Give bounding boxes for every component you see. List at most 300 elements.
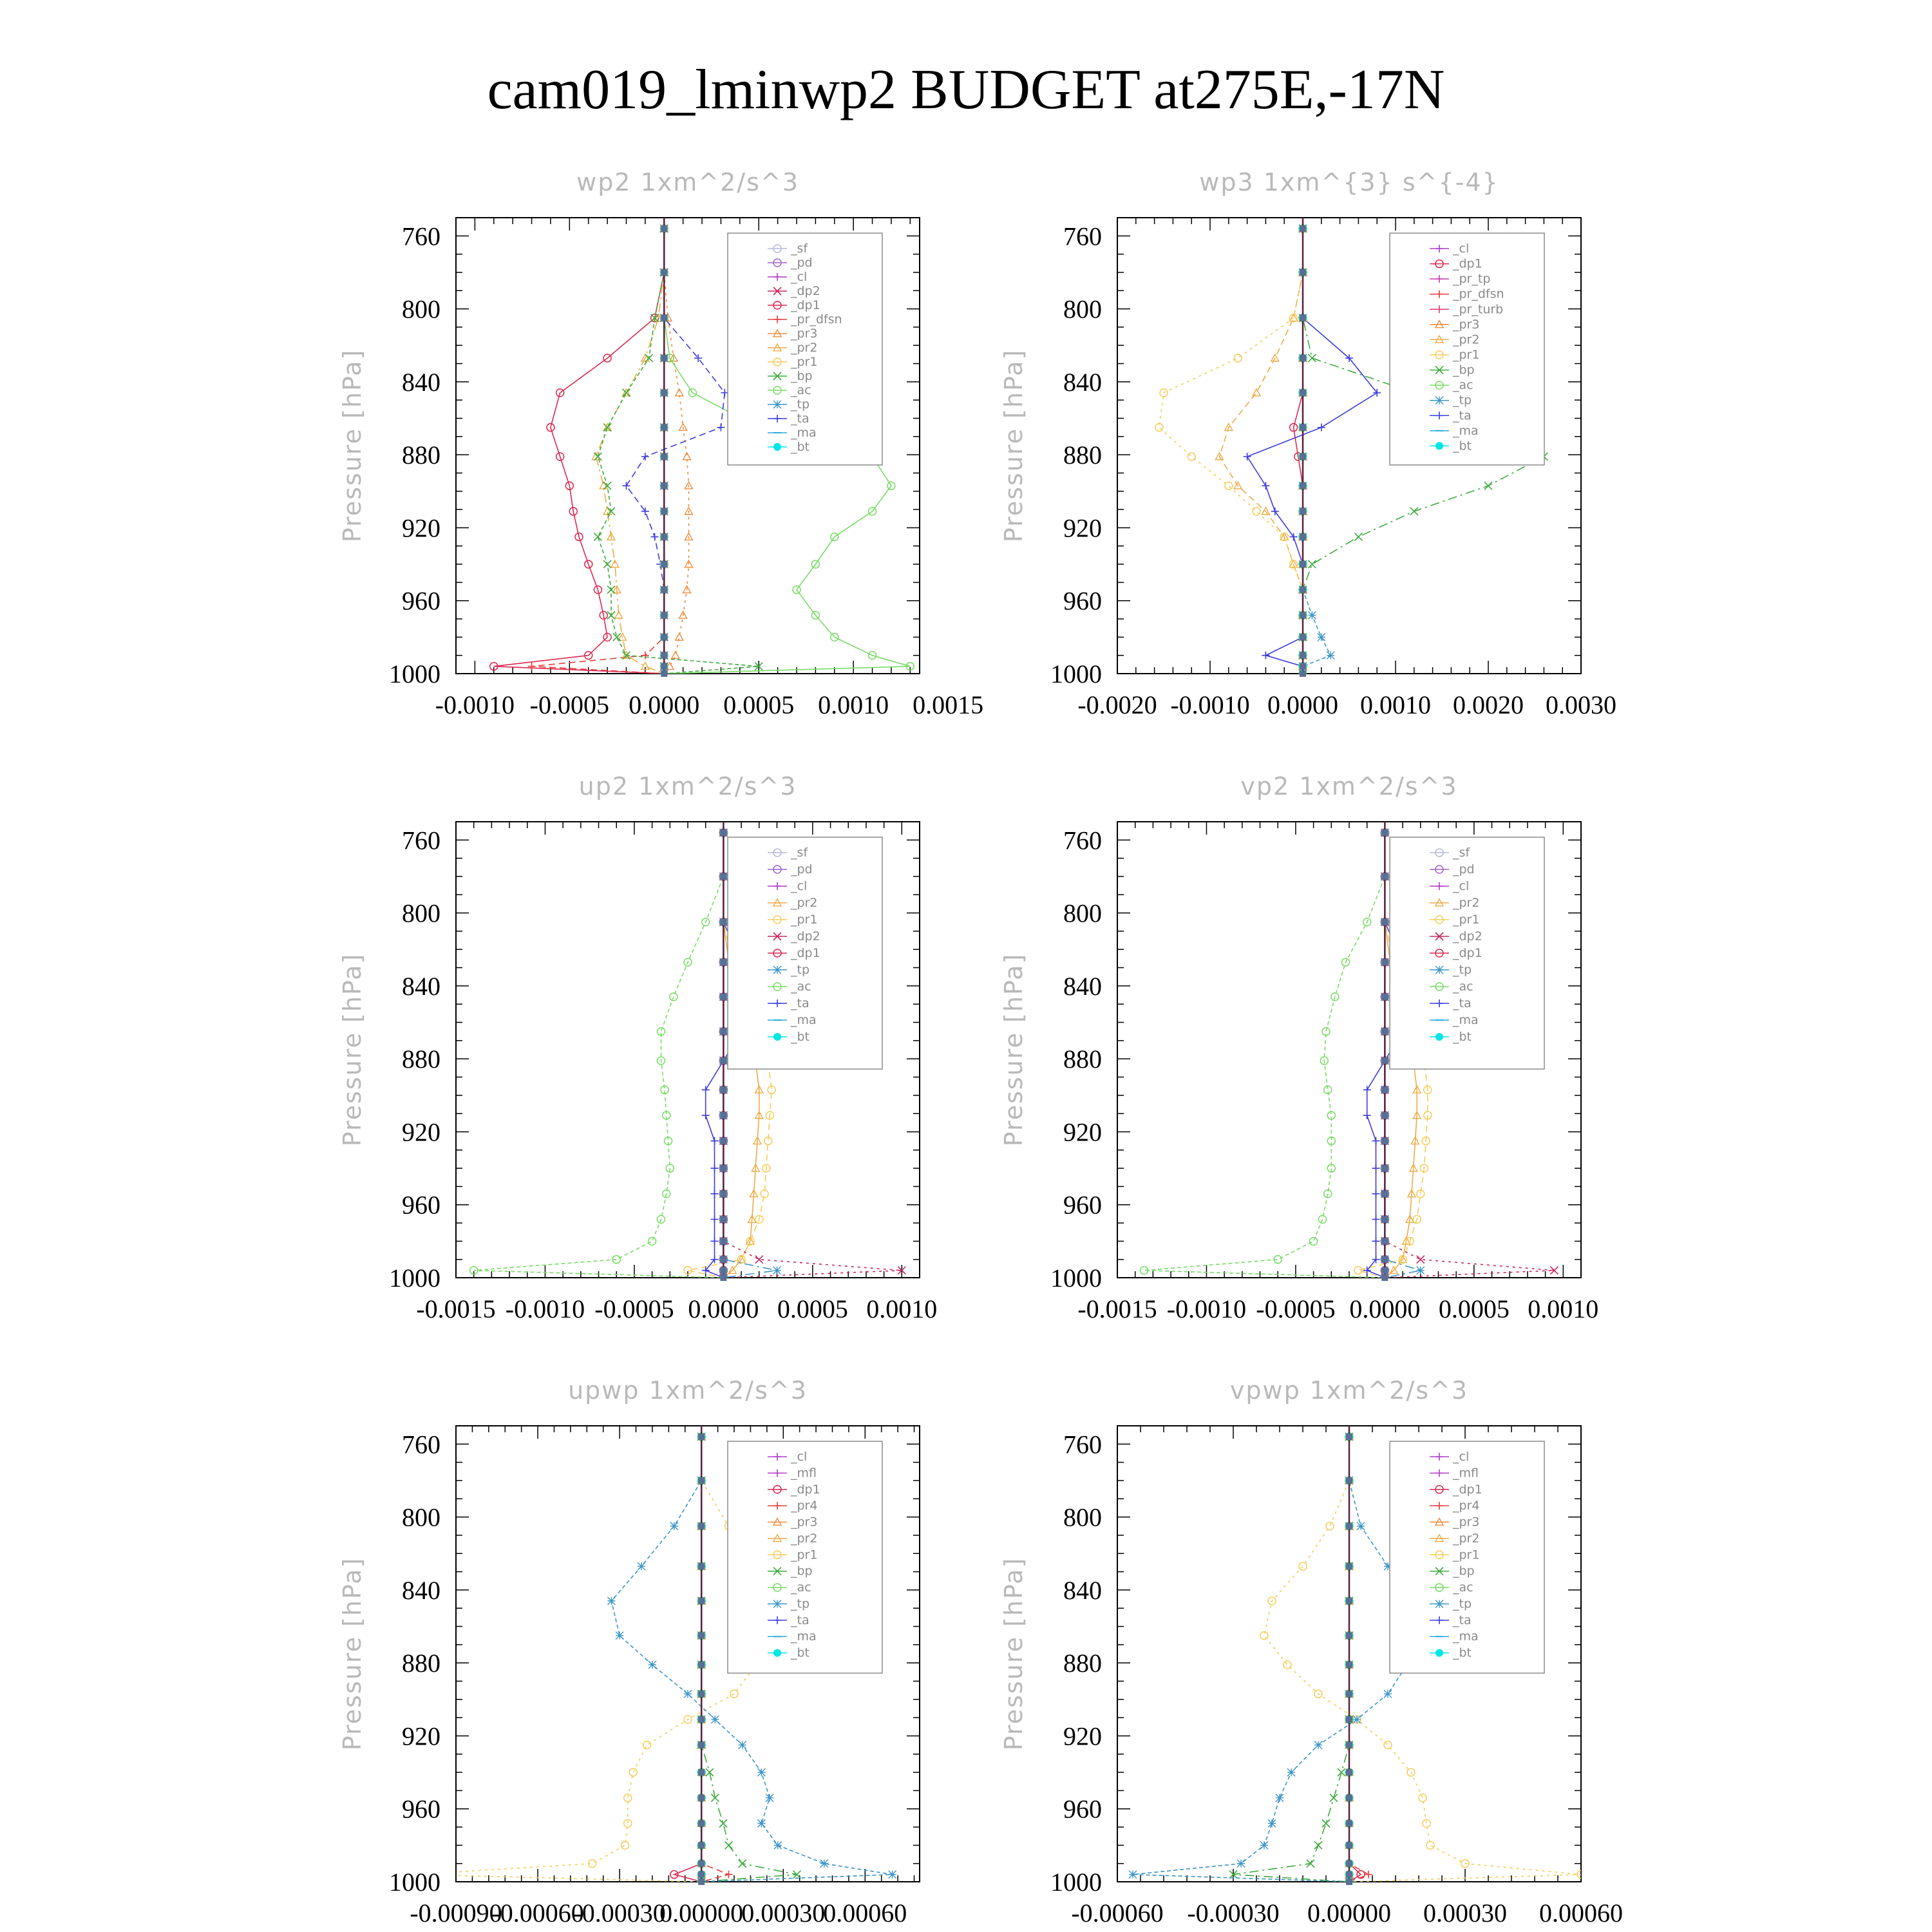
legend: [1390, 1441, 1544, 1673]
data-point-bt: [720, 1191, 726, 1197]
data-point-bt: [1300, 663, 1306, 670]
data-point-tp: [1276, 1794, 1283, 1802]
panel-title: up2 1xm^2/s^3: [578, 772, 797, 800]
panel-title: vp2 1xm^2/s^3: [1240, 772, 1458, 800]
x-tick-label: 0.0030: [1546, 690, 1616, 719]
data-point-bt: [698, 1563, 705, 1569]
data-point-bt: [1300, 508, 1306, 515]
legend-marker: [773, 1600, 781, 1607]
x-tick-label: 0.0000: [688, 1294, 759, 1323]
data-point-bt: [1346, 1563, 1352, 1569]
legend-label: _tp: [1453, 393, 1472, 408]
legend-label: _pr2: [791, 341, 818, 355]
data-point-bt: [661, 663, 667, 670]
legend-label: _dp1: [1453, 946, 1482, 960]
legend-label: _ma: [1453, 1629, 1479, 1644]
legend-label: _bt: [791, 1645, 810, 1660]
legend-label: _ac: [1453, 980, 1473, 994]
y-tick-label: 800: [1063, 898, 1102, 928]
x-tick-label: -0.00030: [1187, 1899, 1280, 1927]
data-point-bt: [661, 534, 667, 540]
y-tick-label: 960: [402, 1794, 440, 1824]
legend-label: _cl: [791, 1450, 808, 1464]
y-tick-label: 880: [402, 440, 440, 470]
legend-marker: [773, 443, 781, 451]
legend-label: _ta: [791, 412, 810, 426]
data-point-tp: [889, 1871, 896, 1879]
data-point-bt: [661, 315, 667, 321]
legend-label: _sf: [1453, 846, 1470, 860]
data-point-bt: [698, 1477, 705, 1484]
data-point-bt: [1300, 670, 1306, 677]
legend-label: _ta: [1453, 1613, 1472, 1627]
y-tick-label: 1000: [389, 1868, 440, 1897]
legend-label: _mfl: [1453, 1466, 1479, 1481]
y-tick-label: 800: [402, 294, 440, 324]
data-point-bt: [698, 1523, 705, 1530]
y-tick-label: 840: [1063, 971, 1102, 1001]
legend-label: _pd: [791, 256, 813, 270]
y-tick-label: 880: [402, 1649, 440, 1678]
y-tick-label: 920: [402, 513, 440, 543]
x-tick-label: 0.0005: [723, 690, 795, 719]
data-point-bt: [1346, 1820, 1352, 1826]
legend-label: _dp1: [791, 1482, 820, 1497]
legend-label: _pr4: [791, 1499, 818, 1513]
x-tick-label: 0.0000: [1349, 1294, 1421, 1323]
legend-marker: [773, 966, 781, 974]
data-point-tp: [757, 1768, 765, 1776]
legend-label: _ac: [791, 1580, 811, 1595]
data-point-bt: [661, 482, 667, 489]
legend-label: _pr1: [791, 913, 818, 927]
data-point-bt: [1346, 1842, 1352, 1848]
legend-label: _ma: [1453, 1013, 1479, 1027]
y-axis-label: Pressure [hPa]: [338, 348, 366, 543]
data-point-bt: [661, 453, 667, 460]
x-tick-label: 0.0005: [777, 1294, 848, 1323]
y-tick-label: 960: [1063, 1190, 1102, 1220]
y-tick-label: 920: [1063, 513, 1102, 543]
data-point-bt: [661, 612, 667, 618]
data-point-bt: [1300, 225, 1306, 232]
data-point-bt: [1300, 355, 1306, 361]
x-tick-label: 0.0005: [1438, 1294, 1510, 1323]
data-point-tp: [616, 1632, 623, 1640]
data-point-bt: [698, 1633, 705, 1639]
y-tick-label: 920: [402, 1117, 440, 1147]
y-tick-label: 800: [402, 898, 440, 928]
data-point-bt: [1346, 1716, 1352, 1723]
legend-marker: [773, 1033, 781, 1041]
data-point-bt: [1346, 1871, 1352, 1878]
data-point-tp: [1308, 611, 1316, 619]
y-tick-label: 840: [402, 367, 440, 397]
y-tick-label: 840: [402, 1575, 440, 1605]
data-point-bt: [1346, 1662, 1352, 1668]
data-point-bt: [720, 1274, 726, 1281]
legend-marker: [1435, 1033, 1443, 1041]
legend-label: _pd: [791, 862, 813, 876]
legend-label: _sf: [791, 242, 808, 256]
x-tick-label: 0.0000: [629, 690, 700, 719]
data-point-bt: [698, 1662, 705, 1668]
data-point-bt: [1381, 1028, 1388, 1035]
legend-label: _ta: [1453, 996, 1472, 1010]
data-point-bt: [1300, 561, 1306, 567]
x-tick-label: -0.00060: [491, 1899, 584, 1927]
data-point-bt: [698, 1434, 705, 1440]
legend-marker: [773, 1649, 781, 1657]
y-tick-label: 800: [1063, 1502, 1102, 1532]
legend-label: _ta: [791, 1613, 810, 1627]
x-tick-label: -0.00060: [1071, 1899, 1164, 1927]
data-point-tp: [739, 1741, 746, 1749]
legend-label: _pd: [1453, 862, 1475, 876]
data-point-bt: [661, 634, 667, 640]
data-point-bt: [1381, 959, 1388, 965]
data-point-bt: [720, 1138, 726, 1144]
y-tick-label: 840: [402, 971, 440, 1001]
legend-label: _pr2: [791, 1531, 818, 1546]
data-point-bt: [698, 1742, 705, 1748]
data-point-bt: [720, 1112, 726, 1119]
legend-label: _pr1: [1453, 913, 1480, 927]
legend-label: _dp1: [791, 298, 820, 312]
data-point-bt: [698, 1820, 705, 1826]
data-point-tp: [1314, 1741, 1322, 1749]
legend-label: _pr1: [791, 1548, 818, 1562]
data-point-bt: [720, 919, 726, 925]
legend-label: _ma: [791, 1629, 817, 1644]
data-point-bt: [698, 1716, 705, 1723]
legend-label: _ac: [791, 383, 811, 397]
data-point-tp: [1384, 1690, 1392, 1698]
x-tick-label: 0.00030: [741, 1899, 826, 1927]
legend-label: _dp1: [1453, 1482, 1482, 1497]
data-point-bt: [1300, 424, 1306, 431]
data-point-bt: [661, 587, 667, 593]
legend-label: _tp: [1453, 1596, 1472, 1611]
legend-label: _pr2: [791, 896, 818, 910]
data-point-bt: [720, 994, 726, 1000]
panel-title: vpwp 1xm^2/s^3: [1229, 1376, 1469, 1405]
data-point-bt: [720, 1256, 726, 1263]
data-point-bt: [1346, 1879, 1352, 1885]
data-point-bt: [661, 652, 667, 659]
x-tick-label: 0.00000: [1307, 1899, 1391, 1927]
legend-label: _pr3: [1453, 1515, 1480, 1530]
data-point-tp: [773, 1267, 781, 1274]
x-tick-label: 0.00060: [823, 1899, 907, 1927]
legend-marker: [1435, 397, 1443, 404]
legend-label: _ta: [1453, 408, 1472, 423]
y-tick-label: 880: [402, 1045, 440, 1074]
data-point-bt: [1346, 1477, 1352, 1484]
legend-label: _cl: [1453, 1450, 1470, 1464]
y-tick-label: 760: [1063, 1430, 1102, 1459]
legend-label: _bp: [1453, 1564, 1475, 1578]
y-tick-label: 1000: [389, 659, 440, 688]
panel-title: wp3 1xm^{3} s^{-4}: [1199, 168, 1499, 196]
legend-label: _pr_turb: [1453, 302, 1504, 317]
data-point-bt: [1346, 1795, 1352, 1801]
y-tick-label: 960: [402, 1190, 440, 1220]
legend-label: _pr2: [1453, 1531, 1480, 1546]
x-tick-label: 0.0010: [818, 690, 889, 719]
x-tick-label: 0.0020: [1453, 690, 1524, 719]
legend-label: _pr2: [1453, 332, 1480, 347]
legend-label: _dp2: [791, 284, 820, 298]
y-axis-label: Pressure [hPa]: [999, 348, 1028, 543]
data-point-tp: [774, 1841, 782, 1849]
data-point-tp: [1353, 1716, 1361, 1723]
data-point-tp: [1357, 1522, 1365, 1530]
legend-label: _dp2: [1453, 929, 1482, 943]
x-tick-label: -0.0005: [1256, 1294, 1336, 1323]
legend-label: _sf: [791, 846, 808, 860]
y-tick-label: 880: [1063, 440, 1102, 470]
data-point-bt: [661, 508, 667, 515]
x-tick-label: -0.00090: [410, 1899, 502, 1927]
x-tick-label: 0.0010: [1528, 1294, 1599, 1323]
data-point-tp: [820, 1860, 828, 1868]
data-point-bt: [1381, 1138, 1388, 1144]
legend-label: _pr3: [1453, 317, 1480, 332]
y-tick-label: 1000: [1050, 1264, 1102, 1293]
legend-label: _dp1: [791, 946, 820, 960]
legend: [728, 233, 882, 465]
data-point-tp: [607, 1597, 615, 1605]
data-point-bt: [661, 670, 667, 677]
y-axis-label: Pressure [hPa]: [999, 952, 1028, 1147]
data-point-bt: [720, 1086, 726, 1093]
legend-label: _pr1: [791, 355, 818, 369]
y-tick-label: 760: [402, 826, 440, 855]
legend-marker: [1435, 1649, 1443, 1657]
y-tick-label: 1000: [1050, 1868, 1102, 1897]
legend-marker: [1435, 1600, 1443, 1607]
data-point-bt: [1381, 1057, 1388, 1064]
x-tick-label: 0.00060: [1539, 1899, 1623, 1927]
data-point-bt: [1381, 1112, 1388, 1119]
x-tick-label: 0.0010: [866, 1294, 938, 1323]
x-tick-label: -0.0010: [505, 1294, 585, 1323]
data-point-bt: [1346, 1742, 1352, 1748]
legend: [1390, 233, 1544, 465]
legend-label: _ac: [1453, 1580, 1473, 1595]
data-point-bt: [698, 1861, 705, 1867]
legend-label: _bp: [1453, 363, 1475, 377]
legend-label: _ma: [1453, 423, 1479, 438]
legend-label: _ma: [791, 1013, 817, 1027]
x-tick-label: 0.00000: [659, 1899, 744, 1927]
data-point-bt: [1300, 587, 1306, 593]
data-point-bt: [1381, 1086, 1388, 1093]
y-tick-label: 920: [402, 1721, 440, 1751]
data-point-bt: [661, 424, 667, 431]
legend-label: _bt: [791, 1030, 810, 1044]
legend-label: _tp: [791, 963, 810, 977]
legend-label: _cl: [1453, 879, 1470, 893]
legend-label: _dp2: [791, 929, 820, 943]
panel-title: wp2 1xm^2/s^3: [576, 168, 799, 196]
legend-marker: [1435, 442, 1443, 450]
legend-label: _pr1: [1453, 348, 1480, 362]
legend: [1390, 837, 1544, 1069]
data-point-tp: [1417, 1267, 1425, 1274]
data-point-bt: [661, 269, 667, 276]
data-point-bt: [1346, 1861, 1352, 1867]
y-tick-label: 880: [1063, 1649, 1102, 1678]
data-point-tp: [1260, 1841, 1268, 1849]
data-point-bt: [698, 1871, 705, 1878]
y-tick-label: 960: [1063, 586, 1102, 616]
data-point-bt: [720, 1267, 726, 1274]
data-point-tp: [684, 1690, 692, 1698]
y-axis-label: Pressure [hPa]: [338, 1557, 366, 1751]
x-tick-label: -0.0020: [1077, 690, 1157, 719]
x-tick-label: -0.0010: [435, 690, 515, 719]
data-point-bt: [1300, 453, 1306, 460]
y-tick-label: 920: [1063, 1721, 1102, 1751]
data-point-bt: [1346, 1769, 1352, 1776]
legend-label: _bt: [1453, 1030, 1472, 1044]
data-point-bt: [1346, 1598, 1352, 1604]
data-point-bt: [661, 561, 667, 567]
legend-label: _dp1: [1453, 256, 1482, 271]
y-tick-label: 1000: [1050, 659, 1102, 688]
data-point-bt: [1300, 269, 1306, 276]
panel-title: upwp 1xm^2/s^3: [568, 1376, 808, 1405]
data-point-bt: [661, 355, 667, 361]
y-tick-label: 840: [1063, 367, 1102, 397]
y-tick-label: 960: [1063, 1794, 1102, 1824]
y-axis-label: Pressure [hPa]: [338, 952, 366, 1147]
y-tick-label: 760: [1063, 222, 1102, 251]
figure-title: cam019_lminwp2 BUDGET at275E,-17N: [487, 59, 1445, 121]
data-point-bt: [698, 1598, 705, 1604]
data-point-bt: [698, 1842, 705, 1848]
x-tick-label: -0.0010: [1166, 1294, 1247, 1323]
data-point-tp: [1129, 1871, 1137, 1879]
data-point-bt: [661, 390, 667, 396]
data-point-tp: [638, 1562, 645, 1570]
data-point-bt: [698, 1769, 705, 1776]
legend-label: _cl: [791, 270, 808, 284]
x-tick-label: 0.0010: [1360, 690, 1431, 719]
legend-marker: [773, 401, 781, 408]
x-tick-label: -0.0005: [594, 1294, 674, 1323]
data-point-bt: [661, 225, 667, 232]
legend-label: _pr2: [1453, 896, 1480, 910]
data-point-bt: [1346, 1523, 1352, 1530]
data-point-bt: [720, 1057, 726, 1064]
legend-label: _bt: [1453, 439, 1472, 453]
data-point-bt: [720, 1028, 726, 1035]
legend-label: _mfl: [791, 1466, 817, 1481]
data-point-bt: [1381, 873, 1388, 880]
data-point-tp: [1237, 1860, 1245, 1868]
legend: [728, 837, 882, 1069]
data-point-tp: [649, 1661, 656, 1669]
x-tick-label: -0.0010: [1170, 690, 1250, 719]
data-point-bt: [1300, 634, 1306, 640]
x-tick-label: -0.0015: [416, 1294, 496, 1323]
legend-label: _pr3: [791, 327, 818, 341]
y-tick-label: 760: [1063, 826, 1102, 855]
x-tick-label: -0.0015: [1077, 1294, 1157, 1323]
legend: [728, 1441, 882, 1673]
legend-marker: [1435, 966, 1443, 974]
y-tick-label: 760: [402, 222, 440, 251]
data-point-tp: [670, 1522, 678, 1530]
legend-label: _pr4: [1453, 1499, 1480, 1513]
data-point-bt: [1381, 1267, 1388, 1274]
data-point-tp: [1268, 1819, 1276, 1827]
legend-label: _cl: [1453, 242, 1470, 256]
data-point-bt: [698, 1690, 705, 1697]
y-tick-label: 840: [1063, 1575, 1102, 1605]
data-point-tp: [1287, 1768, 1295, 1776]
data-point-bt: [720, 829, 726, 836]
data-point-bt: [1300, 534, 1306, 540]
y-tick-label: 1000: [389, 1264, 440, 1293]
y-tick-label: 920: [1063, 1117, 1102, 1147]
data-point-tp: [766, 1794, 773, 1802]
data-point-bt: [720, 1238, 726, 1244]
legend-label: _tp: [791, 397, 810, 412]
data-point-tp: [1327, 652, 1334, 659]
data-point-bt: [1381, 1238, 1388, 1244]
legend-label: _pr1: [1453, 1548, 1480, 1562]
data-point-tp: [757, 1819, 765, 1827]
data-point-bt: [1300, 315, 1306, 321]
legend-label: _bp: [791, 369, 813, 383]
data-point-bt: [720, 1216, 726, 1222]
data-point-bt: [1346, 1633, 1352, 1639]
x-tick-label: -0.0005: [529, 690, 609, 719]
legend-label: _tp: [1453, 963, 1472, 977]
data-point-bt: [1300, 612, 1306, 618]
legend-label: _ta: [791, 996, 810, 1010]
data-point-bt: [1346, 1690, 1352, 1697]
legend-label: _ac: [1453, 378, 1473, 393]
data-point-bt: [1381, 1274, 1388, 1281]
data-point-bt: [1381, 1165, 1388, 1171]
legend-label: _pr_dfsn: [791, 312, 842, 327]
legend-label: _bt: [1453, 1645, 1472, 1660]
data-point-tp: [711, 1716, 719, 1723]
data-point-bt: [1381, 1216, 1388, 1222]
y-tick-label: 880: [1063, 1045, 1102, 1074]
x-tick-label: 0.00030: [1423, 1899, 1507, 1927]
data-point-bt: [698, 1879, 705, 1885]
data-point-bt: [1300, 390, 1306, 396]
legend-label: _cl: [791, 879, 808, 893]
x-tick-label: -0.00030: [573, 1899, 666, 1927]
data-point-bt: [1346, 1434, 1352, 1440]
data-point-bt: [1300, 652, 1306, 659]
data-point-bt: [1381, 994, 1388, 1000]
legend-label: _ac: [791, 980, 811, 994]
legend-label: _tp: [791, 1596, 810, 1611]
y-tick-label: 760: [402, 1430, 440, 1459]
legend-label: _ma: [791, 426, 817, 440]
legend-label: _pr3: [791, 1515, 818, 1530]
data-point-bt: [1381, 1191, 1388, 1197]
data-point-bt: [720, 959, 726, 965]
